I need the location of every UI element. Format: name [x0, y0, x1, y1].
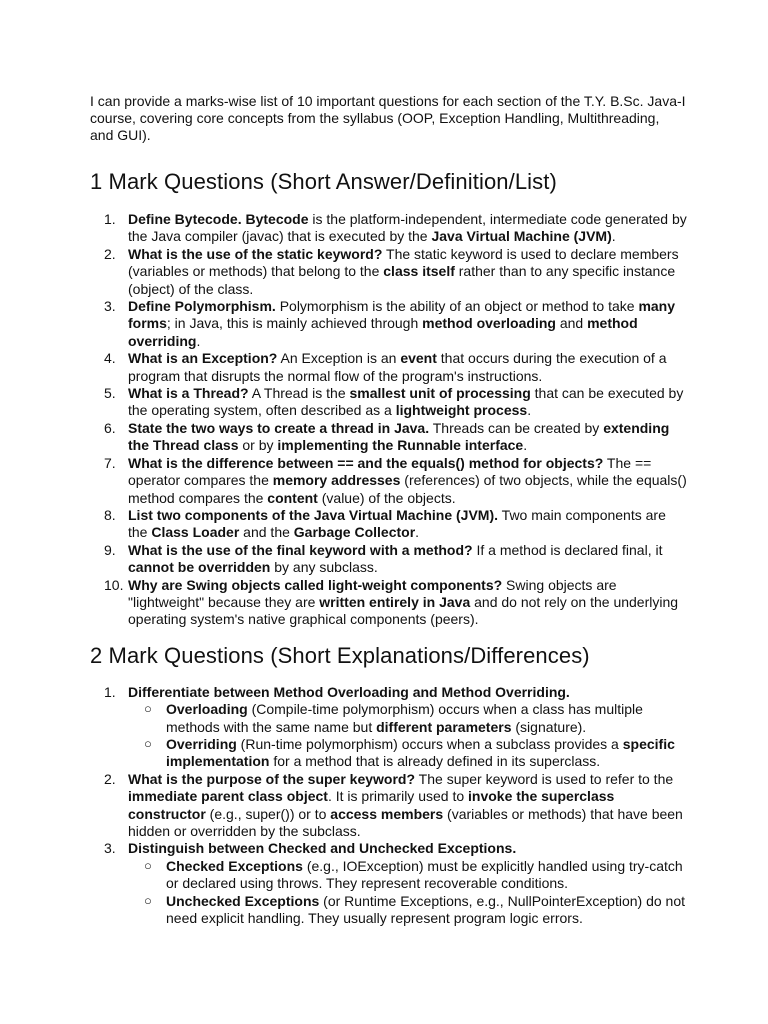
- text-run: (e.g., IOException) must be explicitly handled using try-catch or declared using throws. They represent recoverable conditions.: [166, 857, 683, 892]
- text-run: (Compile-time polymorphism) occurs when a class has multiple methods with the same name but: [166, 701, 643, 735]
- bold-text: many forms: [128, 298, 676, 332]
- text-run: (signature).: [511, 718, 587, 735]
- bold-text: specific implementation: [166, 735, 675, 770]
- question-text: [128, 455, 688, 507]
- text-run: by any subclass.: [270, 559, 378, 576]
- bold-text: content: [267, 489, 318, 506]
- sub-point-list: [128, 701, 688, 771]
- question-number: 7.: [104, 454, 116, 471]
- bold-text: List two components of the Java Virtual Machine (JVM).: [128, 506, 499, 523]
- text-run: that occurs during the execution of a program that disrupts the normal flow of the program's instructions.: [128, 350, 667, 384]
- text-run: The static keyword is used to declare members (variables or methods) that belong to the: [128, 245, 679, 280]
- question-number: 10.: [104, 576, 124, 593]
- question-text: [128, 350, 688, 385]
- hollow-bullet-icon: ○: [144, 735, 152, 751]
- text-run: .: [415, 524, 420, 541]
- text-run: .: [196, 332, 201, 349]
- text-run: (Run-time polymorphism) occurs when a subclass provides a: [236, 735, 623, 752]
- bold-text: What is a Thread?: [128, 385, 249, 402]
- text-run: ; in Java, this is mainly achieved through: [166, 315, 423, 332]
- bold-text: Garbage Collector: [293, 524, 416, 541]
- bold-text: class itself: [383, 263, 455, 280]
- sub-point-text: [166, 736, 688, 771]
- question-text: [128, 420, 688, 455]
- question-text: [128, 246, 688, 298]
- question-item: [90, 420, 688, 455]
- bold-text: Checked Exceptions: [166, 857, 303, 874]
- bold-text: Overloading: [166, 701, 248, 718]
- text-run: . It is primarily used to: [327, 788, 469, 805]
- text-run: Two main components are the: [128, 506, 666, 541]
- text-run: The == operator compares the: [128, 454, 652, 489]
- section-heading-2-mark: 2 Mark Questions (Short Explanations/Differences): [90, 642, 590, 668]
- bold-text: memory addresses: [272, 472, 401, 489]
- bold-text: method overloading: [422, 315, 556, 332]
- bold-text: What is the difference between == and the equals() method for objects?: [128, 454, 604, 471]
- bold-text: Overriding: [166, 735, 237, 752]
- bold-text: What is the purpose of the super keyword?: [128, 770, 416, 787]
- text-run: (references) of two objects, while the equals() method compares the: [128, 472, 687, 506]
- question-item: [90, 684, 688, 771]
- bold-text: What is the use of the final keyword with a method?: [128, 541, 473, 558]
- bold-text: lightweight process: [395, 402, 528, 419]
- question-item: [90, 577, 688, 629]
- bold-text: cannot be overridden: [128, 559, 271, 576]
- question-text: [128, 211, 688, 246]
- question-item: [90, 385, 688, 420]
- question-text: [128, 507, 688, 542]
- question-item: [90, 298, 688, 350]
- bold-text: access members: [330, 805, 444, 822]
- sub-point-item: [128, 893, 688, 928]
- hollow-bullet-icon: ○: [144, 857, 152, 873]
- bold-text: smallest unit of processing: [349, 385, 531, 402]
- question-item: [90, 507, 688, 542]
- text-run: (value) of the objects.: [317, 489, 456, 506]
- question-text: [128, 298, 688, 350]
- text-run: and: [555, 315, 588, 332]
- question-item: [90, 350, 688, 385]
- text-run: Swing objects are "lightweight" because they are: [128, 576, 617, 610]
- bold-text: different parameters: [376, 718, 512, 735]
- question-number: 9.: [104, 541, 116, 558]
- text-run: (or Runtime Exceptions, e.g., NullPointerException) do not need explicit handling. They usually represent program logic errors.: [166, 892, 686, 927]
- question-text: [128, 771, 688, 841]
- sub-point-text: [166, 893, 688, 928]
- question-text: [128, 577, 688, 629]
- bold-text: extending the Thread class: [128, 419, 670, 454]
- text-run: is the platform-independent, intermediate code generated by the Java compiler (javac) that is executed by the: [128, 211, 687, 245]
- question-item: [90, 771, 688, 841]
- bold-text: written entirely in Java: [319, 593, 471, 610]
- text-run: or by: [238, 437, 278, 454]
- text-run: The super keyword is used to refer to the: [415, 770, 674, 787]
- text-run: If a method is declared final, it: [472, 541, 663, 558]
- question-item: [90, 840, 688, 927]
- text-run: An Exception is an: [277, 350, 401, 367]
- bold-text: What is the use of the static keyword?: [128, 245, 383, 262]
- question-item: [90, 211, 688, 246]
- sub-point-item: [128, 858, 688, 893]
- bold-text: State the two ways to create a thread in Java.: [128, 419, 430, 436]
- hollow-bullet-icon: ○: [144, 701, 152, 717]
- question-number: 2.: [104, 770, 116, 787]
- question-text: [128, 840, 688, 857]
- question-item: [90, 455, 688, 507]
- text-run: rather than to any specific instance (object) of the class.: [128, 263, 676, 297]
- question-item: [90, 246, 688, 298]
- hollow-bullet-icon: ○: [144, 892, 152, 908]
- text-run: that can be executed by the operating system, often described as a: [128, 385, 684, 419]
- text-run: and do not rely on the underlying operating system's native graphical components (peers).: [128, 593, 679, 628]
- question-number: 6.: [104, 419, 116, 436]
- question-number: 1.: [104, 683, 116, 700]
- question-number: 8.: [104, 506, 116, 523]
- text-run: and the: [239, 524, 294, 541]
- bold-text: Class Loader: [151, 524, 240, 541]
- text-run: for a method that is already defined in its superclass.: [269, 753, 601, 770]
- question-number: 2.: [104, 245, 116, 262]
- text-run: .: [523, 437, 528, 454]
- intro-paragraph: I can provide a marks-wise list of 10 important questions for each section of the T.Y. B.Sc. Java-I course, covering core concepts from the syllabus (OOP, Exception Handling, Multithreading, and GUI).: [90, 93, 686, 143]
- question-number: 5.: [104, 385, 116, 402]
- text-run: (e.g., super()) or to: [205, 805, 331, 822]
- bold-text: Unchecked Exceptions: [166, 892, 320, 909]
- bold-text: Define Bytecode.: [128, 211, 246, 227]
- bold-text: Why are Swing objects called light-weight components?: [128, 576, 503, 593]
- question-text: [128, 684, 688, 701]
- sub-point-text: [166, 858, 688, 893]
- bold-text: event: [400, 350, 437, 367]
- sub-point-item: [128, 701, 688, 736]
- text-run: .: [611, 228, 616, 245]
- question-item: [90, 542, 688, 577]
- section-heading-1-mark: 1 Mark Questions (Short Answer/Definition/List): [90, 169, 557, 194]
- bold-text: Define Polymorphism.: [128, 298, 276, 315]
- bold-text: Java Virtual Machine (JVM): [431, 228, 612, 245]
- bold-text: invoke the superclass constructor: [128, 788, 615, 822]
- bold-text: method overriding: [128, 315, 638, 349]
- sub-point-item: [128, 736, 688, 771]
- text-run: Threads can be created by: [429, 419, 604, 436]
- bold-text: Distinguish between Checked and Unchecked Exceptions.: [128, 840, 517, 857]
- text-run: Polymorphism is the ability of an object or method to take: [275, 298, 639, 315]
- one-mark-question-list: [90, 211, 688, 629]
- bold-text: Bytecode: [245, 211, 309, 227]
- question-number: 3.: [104, 840, 116, 857]
- text-run: A Thread is the: [248, 385, 350, 402]
- sub-point-list: [128, 858, 688, 928]
- text-run: (variables or methods) that have been hidden or overridden by the subclass.: [128, 805, 683, 839]
- bold-text: What is an Exception?: [128, 350, 278, 367]
- question-number: 4.: [104, 350, 116, 367]
- two-mark-question-list: [90, 684, 688, 928]
- sub-point-text: [166, 701, 688, 736]
- bold-text: implementing the Runnable interface: [277, 437, 524, 454]
- text-run: .: [527, 402, 532, 419]
- question-text: [128, 542, 688, 577]
- question-number: 3.: [104, 298, 116, 315]
- question-text: [128, 385, 688, 420]
- question-number: 1.: [104, 211, 116, 227]
- bold-text: immediate parent class object: [128, 788, 328, 805]
- bold-text: Differentiate between Method Overloading and Method Overriding.: [128, 683, 570, 700]
